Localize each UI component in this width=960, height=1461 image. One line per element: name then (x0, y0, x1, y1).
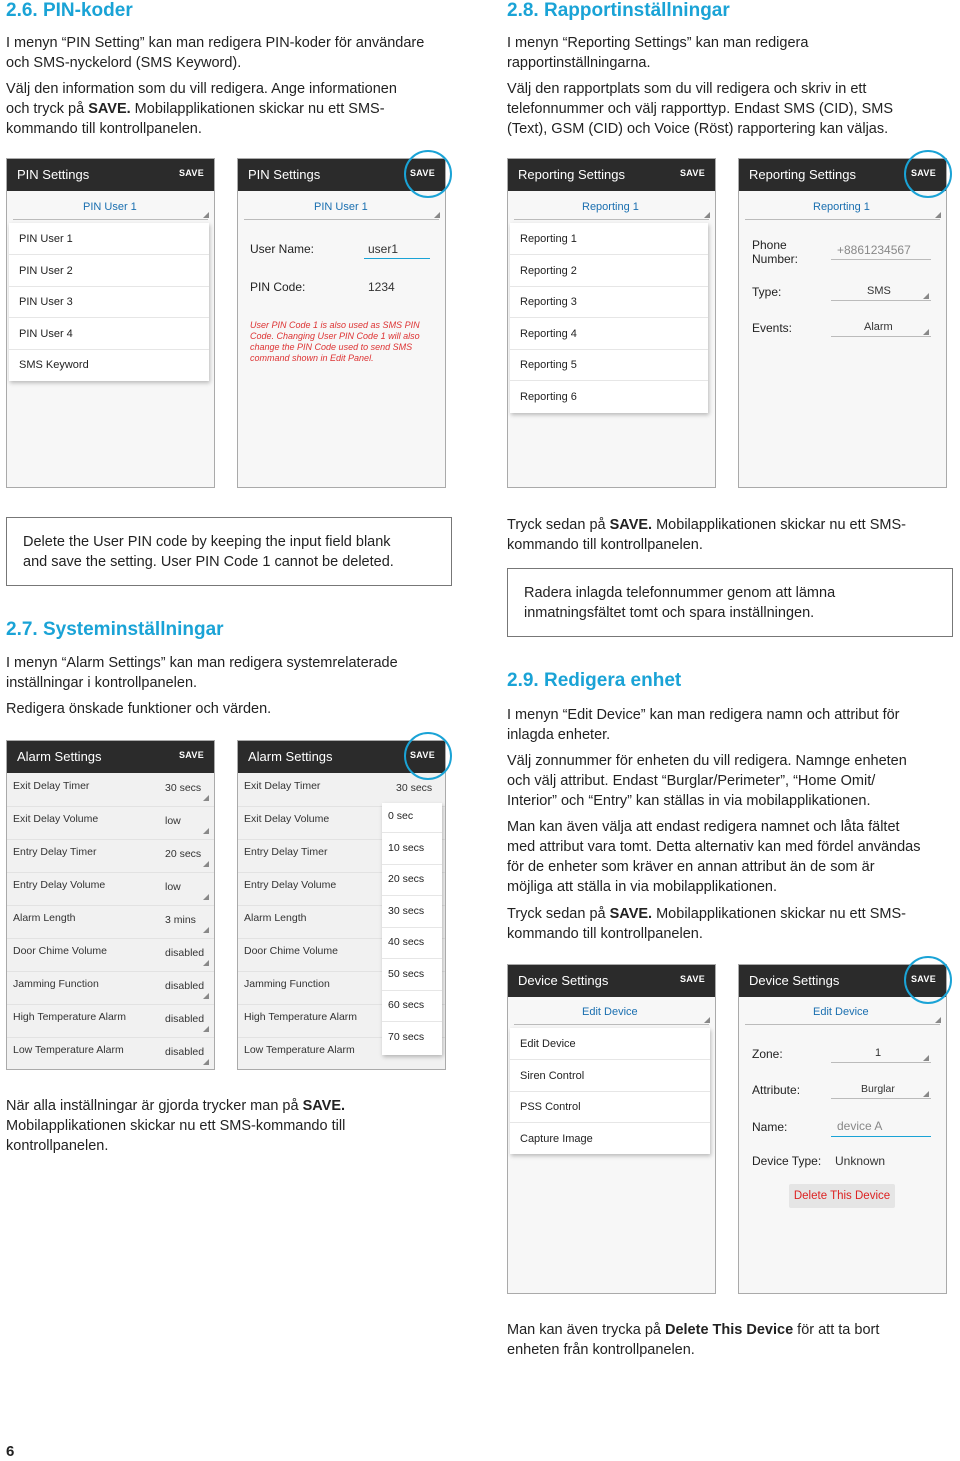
divider (510, 1059, 710, 1060)
divider (7, 1004, 214, 1005)
paragraph: I menyn “PIN Setting” kan man redigera PIN-koder för användare och SMS-nyckelord (SMS Keyword). (6, 35, 425, 71)
dropdown-arrow-icon (935, 1017, 941, 1023)
dropdown-arrow-icon (923, 329, 929, 335)
menu-item[interactable]: Reporting 4 (520, 328, 577, 340)
setting-label: Exit Delay Volume (244, 813, 330, 825)
save-button[interactable]: SAVE (409, 168, 435, 178)
divider (9, 349, 209, 350)
divider (7, 971, 214, 972)
dropdown-arrow-icon (203, 960, 209, 966)
input-underline (364, 258, 430, 259)
setting-value[interactable]: disabled (165, 1046, 205, 1058)
divider (510, 317, 708, 318)
paragraph: I menyn “Reporting Settings” kan man redigera rapportinställningarna. (507, 35, 809, 71)
pin-user-selector[interactable]: PIN User 1 (83, 201, 137, 213)
dropdown-menu (510, 223, 708, 413)
divider (510, 286, 708, 287)
divider (7, 839, 214, 840)
divider (514, 1024, 709, 1025)
highlight-circle (904, 956, 952, 1004)
divider (510, 1122, 710, 1123)
phone-screen-reporting-list (507, 158, 716, 488)
dropdown-arrow-icon (203, 993, 209, 999)
paragraph: När alla inställningar är gjorda trycker man på SAVE. Mobilapplikationen skickar nu ett SMS-kommando till kontrollpanelen. (6, 1098, 346, 1154)
save-button[interactable]: SAVE (178, 168, 204, 178)
name-label: Name: (752, 1120, 788, 1134)
phone-screen-device-menu (507, 964, 716, 1294)
device-type-label: Device Type: (752, 1154, 822, 1168)
paragraph: Välj den rapportplats som du vill redigera och skriv in ett telefonnummer och välj rapporttyp. Endast SMS (CID), SMS (Text), GSM (CID) och Voice (Röst) rapportering kan väljas. (507, 81, 894, 137)
pincode-input[interactable]: 1234 (368, 280, 395, 294)
menu-item[interactable]: PSS Control (520, 1101, 581, 1113)
setting-label: High Temperature Alarm (13, 1011, 127, 1023)
app-bar-title: Alarm Settings (248, 749, 333, 764)
divider (7, 1037, 214, 1038)
paragraph: I menyn “Alarm Settings” kan man redigera systemrelaterade inställningar i kontrollpanelen. (6, 655, 398, 691)
dropdown-arrow-icon (704, 1017, 710, 1023)
divider (7, 806, 214, 807)
divider (831, 1062, 931, 1063)
input-underline (831, 259, 931, 260)
name-input[interactable]: device A (837, 1119, 883, 1133)
app-bar-title: Device Settings (518, 973, 609, 988)
paragraph: Man kan även trycka på Delete This Device för att ta bort enheten från kontrollpanelen. (507, 1322, 880, 1358)
option-item[interactable]: 30 secs (388, 904, 425, 917)
divider (514, 219, 709, 220)
setting-label: Exit Delay Timer (13, 780, 90, 792)
paragraph: Redigera önskade funktioner och värden. (6, 701, 272, 717)
divider (382, 1021, 442, 1022)
save-button[interactable]: SAVE (178, 750, 204, 760)
dropdown-arrow-icon (935, 212, 941, 218)
phone-screen-device-edit (738, 964, 947, 1294)
save-button[interactable]: SAVE (679, 168, 705, 178)
app-bar (508, 159, 715, 191)
input-underline (831, 1136, 931, 1137)
divider (510, 380, 708, 381)
dropdown-arrow-icon (923, 1091, 929, 1097)
divider (831, 336, 931, 337)
option-item[interactable]: 50 secs (388, 967, 425, 980)
menu-item[interactable]: Reporting 6 (520, 391, 577, 403)
app-bar-title: Reporting Settings (749, 167, 856, 182)
menu-item[interactable]: Edit Device (520, 1038, 576, 1050)
divider (510, 349, 708, 350)
reporting-selector[interactable]: Reporting 1 (813, 201, 870, 213)
phone-screen-pin-edit (237, 158, 446, 488)
dropdown-menu (510, 1028, 710, 1154)
dropdown-arrow-icon (203, 212, 209, 218)
divider (831, 300, 931, 301)
app-bar-title: Reporting Settings (518, 167, 625, 182)
section-heading-system: 2.7. Systeminställningar (6, 619, 224, 640)
paragraph: Tryck sedan på SAVE. Mobilapplikationen skickar nu ett SMS- kommando till kontrollpanelen. (507, 906, 906, 942)
divider (382, 864, 442, 865)
setting-label: Jamming Function (244, 978, 330, 990)
save-button[interactable]: SAVE (679, 974, 705, 984)
setting-label: Alarm Length (13, 912, 76, 924)
option-item[interactable]: 20 secs (388, 873, 425, 885)
option-item[interactable]: 40 secs (388, 936, 425, 948)
zone-label: Zone: (752, 1047, 783, 1061)
divider (382, 958, 442, 959)
device-action-selector[interactable]: Edit Device (813, 1006, 869, 1018)
highlight-circle (904, 150, 952, 198)
menu-item[interactable]: PIN User 3 (19, 296, 73, 308)
dropdown-arrow-icon (203, 1059, 209, 1065)
phone-screen-alarm-settings (6, 740, 215, 1070)
phone-number-label: Phone Number: (752, 238, 799, 266)
setting-label: Exit Delay Volume (13, 813, 99, 825)
divider (244, 219, 439, 220)
section-heading-pin: 2.6. PIN-koder (6, 0, 133, 21)
option-item[interactable]: 70 secs (388, 1030, 425, 1043)
username-input[interactable]: user1 (368, 242, 399, 256)
divider (382, 927, 442, 928)
paragraph: Tryck sedan på SAVE. Mobilapplikationen skickar nu ett SMS- kommando till kontrollpanelen. (507, 517, 906, 553)
phone-number-input[interactable]: +8861234567 (837, 243, 911, 257)
type-label: Type: (752, 285, 782, 299)
menu-item[interactable]: SMS Keyword (19, 359, 89, 371)
app-bar-title: Alarm Settings (17, 749, 102, 764)
dropdown-arrow-icon (203, 1026, 209, 1032)
dropdown-arrow-icon (203, 861, 209, 867)
option-item[interactable]: 60 secs (388, 999, 425, 1011)
menu-item[interactable]: Reporting 3 (520, 296, 577, 308)
divider (745, 219, 940, 220)
page-number: 6 (6, 1443, 15, 1460)
events-label: Events: (752, 321, 793, 335)
paragraph: Välj den information som du vill redigera. Ange informationen och tryck på SAVE. Mobilapplikationen skickar nu ett SMS- kommando till kontrollpanelen. (6, 81, 397, 137)
dropdown-arrow-icon (203, 828, 209, 834)
dropdown-arrow-icon (923, 1055, 929, 1061)
events-select[interactable]: Alarm (864, 321, 893, 333)
menu-item[interactable]: PIN User 4 (19, 328, 73, 340)
pin-hint-text: User PIN Code 1 is also used as SMS PIN Code. Changing User PIN Code 1 will also change the PIN Code used to send SMS command shown in Edit Panel. (250, 320, 420, 363)
menu-item[interactable]: Siren Control (520, 1070, 585, 1082)
dropdown-arrow-icon (434, 212, 440, 218)
phone-screen-reporting-edit (738, 158, 947, 488)
divider (7, 905, 214, 906)
option-item[interactable]: 0 sec (388, 810, 414, 822)
highlight-circle (404, 150, 452, 198)
setting-label: Door Chime Volume (244, 945, 338, 957)
save-button[interactable]: SAVE (910, 974, 936, 984)
setting-label: High Temperature Alarm (244, 1011, 358, 1023)
divider (7, 938, 214, 939)
setting-label: Exit Delay Timer (244, 780, 321, 792)
divider (13, 219, 208, 220)
setting-label: Alarm Length (244, 912, 307, 924)
username-label: User Name: (250, 242, 315, 256)
menu-item[interactable]: Reporting 1 (520, 233, 577, 245)
setting-label: Jamming Function (13, 978, 99, 990)
setting-label: Door Chime Volume (13, 945, 107, 957)
dropdown-arrow-icon (203, 795, 209, 801)
setting-value[interactable]: low (165, 815, 181, 827)
setting-value[interactable]: disabled (165, 947, 205, 959)
reporting-selector[interactable]: Reporting 1 (582, 201, 639, 213)
setting-value: 30 secs (396, 782, 433, 794)
divider (9, 254, 209, 255)
options-dropdown (382, 803, 442, 1055)
app-bar-title: Device Settings (749, 973, 840, 988)
phone-screen-alarm-options (237, 740, 446, 1070)
setting-value[interactable]: low (165, 881, 181, 893)
section-heading-reporting: 2.8. Rapportinställningar (507, 0, 730, 21)
note-box: Delete the User PIN code by keeping the input field blank and save the setting. User PIN Code 1 cannot be deleted. (6, 517, 452, 586)
delete-device-button[interactable]: Delete This Device (789, 1184, 895, 1208)
attribute-label: Attribute: (752, 1083, 801, 1097)
note-box: Radera inlagda telefonnummer genom att lämna inmatningsfältet tomt och spara inställningen. (507, 568, 953, 637)
type-select[interactable]: SMS (867, 285, 891, 297)
pin-user-selector[interactable]: PIN User 1 (314, 201, 368, 213)
divider (382, 895, 442, 896)
setting-label: Entry Delay Volume (13, 879, 106, 891)
setting-value[interactable]: 30 secs (165, 782, 202, 794)
setting-value[interactable]: 3 mins (165, 914, 196, 926)
option-item[interactable]: 10 secs (388, 841, 425, 854)
phone-screen-pin-list (6, 158, 215, 488)
dropdown-arrow-icon (203, 894, 209, 900)
setting-label: Low Temperature Alarm (13, 1044, 124, 1056)
attribute-select[interactable]: Burglar (861, 1083, 895, 1095)
app-bar (7, 741, 214, 773)
app-bar-title: PIN Settings (248, 167, 321, 182)
dropdown-arrow-icon (704, 212, 710, 218)
save-button[interactable]: SAVE (910, 168, 936, 178)
app-bar-title: PIN Settings (17, 167, 90, 182)
app-bar (7, 159, 214, 191)
highlight-circle (404, 732, 452, 780)
setting-label: Low Temperature Alarm (244, 1044, 355, 1056)
divider (9, 286, 209, 287)
device-action-selector[interactable]: Edit Device (582, 1006, 638, 1018)
setting-label: Entry Delay Timer (13, 846, 97, 858)
dropdown-arrow-icon (203, 927, 209, 933)
divider (510, 254, 708, 255)
setting-value[interactable]: disabled (165, 1013, 205, 1025)
menu-item[interactable]: PIN User 1 (19, 233, 73, 245)
save-button[interactable]: SAVE (409, 750, 435, 760)
divider (745, 1024, 940, 1025)
paragraph: Välj zonnummer för enheten du vill redigera. Namnge enheten och välj attribut. Endast “Burglar/Perimeter”, “Home Omit/ Interior” och “Entry” kan ställas in via mobilapplikationen. (507, 753, 907, 809)
section-heading-edit-device: 2.9. Redigera enhet (507, 670, 682, 691)
device-type-value: Unknown (835, 1154, 886, 1168)
divider (9, 317, 209, 318)
setting-label: Entry Delay Volume (244, 879, 337, 891)
divider (7, 872, 214, 873)
pincode-label: PIN Code: (250, 280, 306, 294)
setting-value[interactable]: 20 secs (165, 848, 202, 860)
menu-item[interactable]: Capture Image (520, 1133, 593, 1145)
paragraph: Man kan även välja att endast redigera namnet och låta fältet med attribut vara tomt. Detta alternativ kan med fördel användas för de enheter som kräver en annan attribut än de som är möjliga att ställa in via mobilapplikationen. (507, 819, 921, 895)
menu-item[interactable]: Reporting 5 (520, 359, 577, 371)
dropdown-menu (9, 223, 209, 381)
zone-select[interactable]: 1 (875, 1047, 882, 1059)
paragraph: I menyn “Edit Device” kan man redigera namn och attribut för inlagda enheter. (507, 707, 900, 743)
setting-value[interactable]: disabled (165, 980, 205, 992)
divider (510, 1091, 710, 1092)
menu-item[interactable]: Reporting 2 (520, 265, 577, 277)
app-bar (508, 965, 715, 997)
setting-label: Entry Delay Timer (244, 846, 328, 858)
divider (382, 832, 442, 833)
divider (831, 1098, 931, 1099)
dropdown-arrow-icon (923, 293, 929, 299)
menu-item[interactable]: PIN User 2 (19, 265, 73, 277)
divider (382, 990, 442, 991)
